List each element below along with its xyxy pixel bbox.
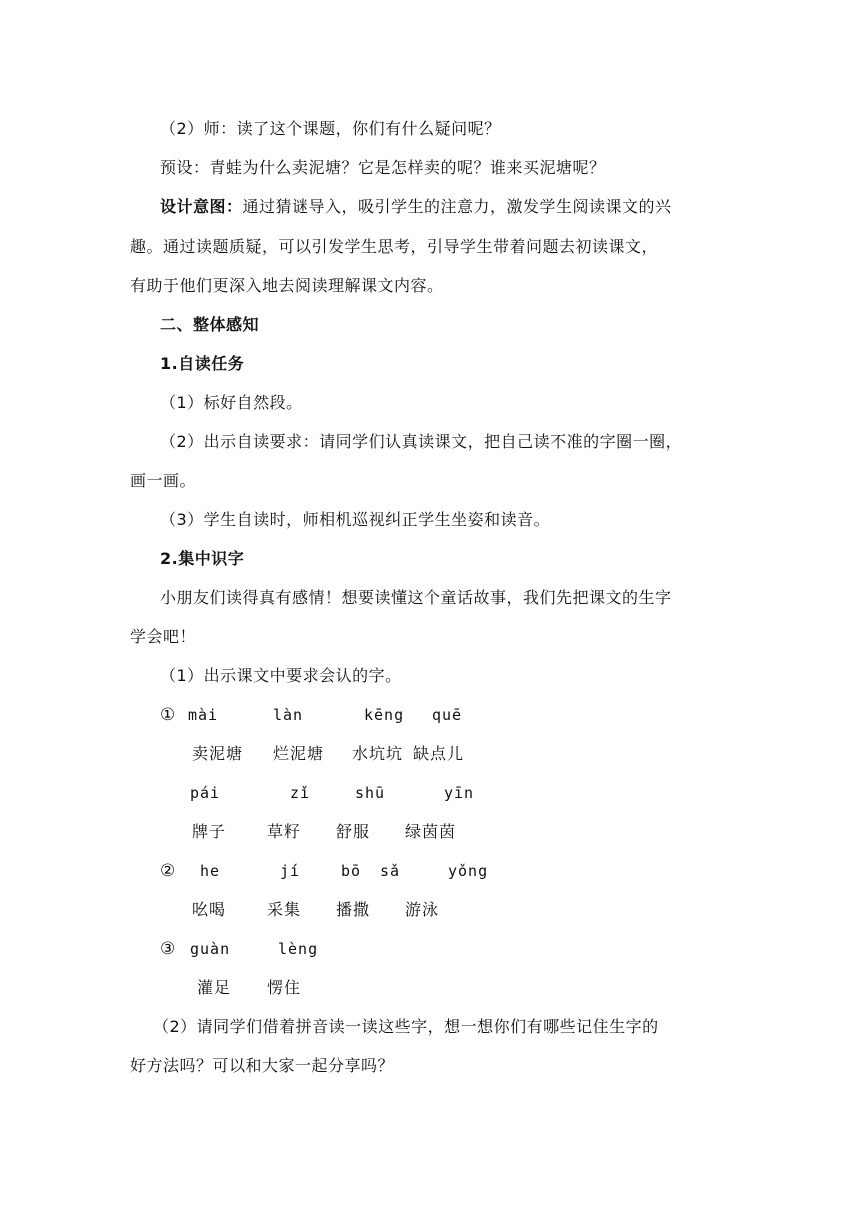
word: 水坑坑 [352,744,404,763]
pinyin: mài [188,706,219,724]
subheading-character-learning: 2.集中识字 [160,549,245,568]
word: 烂泥塘 [273,744,325,763]
word: 草籽 [267,822,302,841]
word: 缺点儿 [413,744,465,763]
pinyin: bō [341,862,362,880]
step-reading-requirements-line-2: 画一画。 [130,471,197,490]
design-intent-line-3: 有助于他们更深入地去阅读理解课文内容。 [130,276,444,295]
group-number-2: ② [160,861,176,881]
paragraph-intro-line-2: 学会吧！ [130,627,197,646]
word: 游泳 [405,900,440,919]
step-mark-paragraphs: （1）标好自然段。 [160,393,303,412]
paragraph-teacher-question: （2）师：读了这个课题，你们有什么疑问呢？ [160,119,501,138]
paragraph-design-intent [160,196,672,218]
word: 采集 [267,900,302,919]
pinyin: yīn [444,784,475,802]
pinyin: sǎ [380,862,401,880]
word: 灌足 [197,978,232,997]
paragraph-preset: 预设：青蛙为什么卖泥塘？它是怎样卖的呢？谁来买泥塘呢？ [160,158,606,177]
pinyin: shū [355,784,386,802]
pinyin: jí [280,862,301,880]
pinyin: pái [190,784,221,802]
word: 播撒 [336,900,371,919]
pinyin: kēng [364,706,405,724]
paragraph-intro: 小朋友们读得真有感情！想要读懂这个童话故事，我们先把课文的生字 [160,588,672,607]
design-intent-text: 通过猜谜导入，吸引学生的注意力，激发学生阅读课文的兴 [242,197,672,216]
group-number-3: ③ [160,939,176,959]
pinyin: làn [273,706,304,724]
word: 吆喝 [192,900,227,919]
pinyin: he [200,862,221,880]
word: 愣住 [267,978,302,997]
step-reading-requirements: （2）出示自读要求：请同学们认真读课文，把自己读不准的字圈一圈， [160,432,683,451]
pinyin: yǒng [448,862,489,880]
subheading-self-reading: 1.自读任务 [160,354,245,373]
pinyin: lèng [278,940,319,958]
pinyin: guàn [190,940,231,958]
group-number-1: ① [160,705,176,725]
task-read-with-pinyin: （2）请同学们借着拼音读一读这些字，想一想你们有哪些记住生字的 [153,1017,659,1036]
word: 绿茵茵 [405,822,457,841]
word: 牌子 [192,822,227,841]
step-teacher-patrol: （3）学生自读时，师相机巡视纠正学生坐姿和读音。 [160,510,551,529]
section-heading-overall: 二、整体感知 [160,315,260,334]
task-read-with-pinyin-line-2: 好方法吗？可以和大家一起分享吗？ [130,1056,395,1075]
pinyin: quē [432,706,463,724]
task-show-characters: （1）出示课文中要求会认的字。 [160,666,402,685]
design-intent-label: 设计意图： [160,197,243,216]
design-intent-line-2: 趣。通过读题质疑，可以引发学生思考，引导学生带着问题去初读课文， [130,237,659,256]
word: 卖泥塘 [192,744,244,763]
word: 舒服 [336,822,371,841]
pinyin: zǐ [290,784,311,802]
